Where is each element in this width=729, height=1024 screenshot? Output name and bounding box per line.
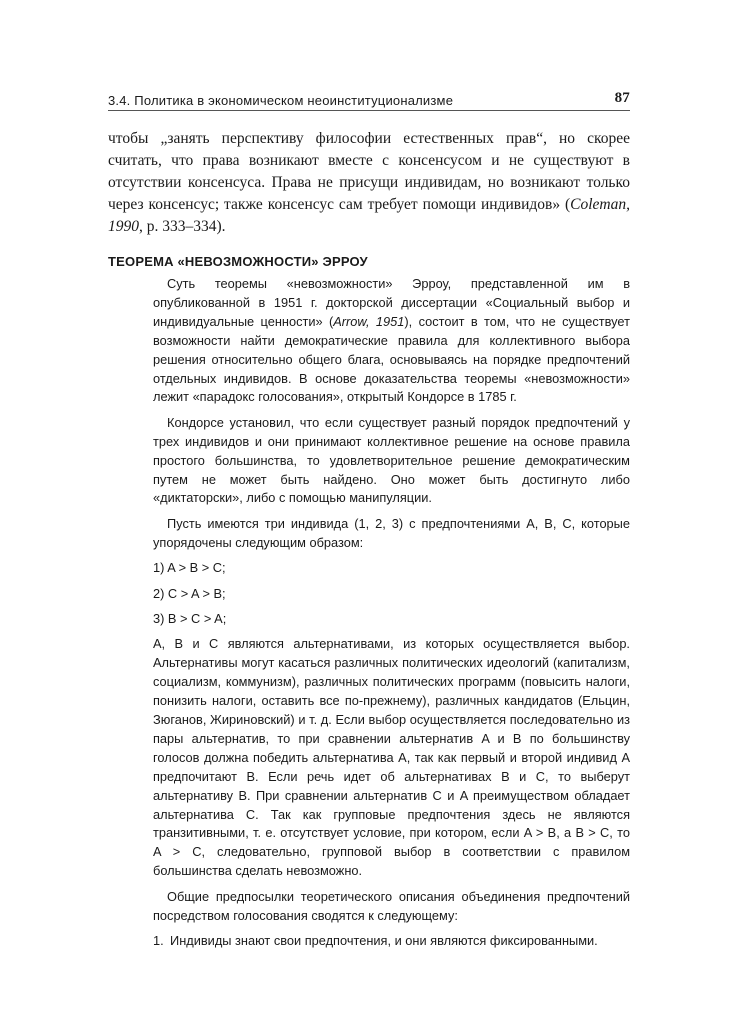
intro-quote-block xyxy=(108,128,630,238)
p1-citation: Arrow, 1951 xyxy=(333,313,405,329)
section-body xyxy=(153,275,630,951)
paragraph-1 xyxy=(153,275,630,407)
list-item-number: 1. xyxy=(153,933,164,948)
section-heading: ТЕОРЕМА «НЕВОЗМОЖНОСТИ» ЭРРОУ xyxy=(108,254,368,269)
numbered-list-item xyxy=(153,932,630,951)
preference-item-3: 3) B > C > A; xyxy=(153,611,227,626)
paragraph-3: Пусть имеются три индивида (1, 2, 3) с предпочтениями A, B, C, которые упорядочены следующим образом: xyxy=(153,515,630,550)
intro-text: чтобы „занять перспективу философии естественных прав“, но скорее считать, что права возникают вместе с консенсусом и не существуют в отсутствии консенсуса. Права не присущи индивидам, но возникают только через консенсус; также консенсус сам требует помощи индивидов» ( xyxy=(108,130,630,213)
preference-item-2: 2) C > A > B; xyxy=(153,585,226,601)
p1-text-b: ), состоит в том, что не существует возможности найти демократические правила для коллективного выбора решения относительно общего блага, основываясь на порядке предпочтений отдельных индивидов. В основе доказательства теоремы «невозможности» лежит «парадокс голосования», открытый Кондорсе в 1785 г. xyxy=(153,313,630,405)
list-item-text: Индивиды знают свои предпочтения, и они являются фиксированными. xyxy=(170,933,598,948)
paragraph-4: A, B и C являются альтернативами, из которых осуществляется выбор. Альтернативы могут касаться различных политических идеологий (капитализм, социализм, коммунизм), различных политических программ (повысить налоги, понизить налоги, оставить все по-прежнему), различных кандидатов (Ельцин, Зюганов, Жириновский) и т. д. Если выбор осуществляется последовательно из пары альтернатив, то при сравнении альтернатив A и B по большинству голосов должна победить альтернатива A, так как первый и второй индивид A предпочитают B. Если речь идет об альтернативах B и C, то выберут альтернативу B. При сравнении альтернатив C и A преимуществом обладает альтернатива C. Так как групповые предпочтения здесь не являются транзитивными, т. е. отсутствует условие, при котором, если A > B, а B > C, то A > C, следовательно, групповой выбор в соответствии с правилом большинства сделать невозможно. xyxy=(153,636,630,879)
p1-text-a: Суть теоремы «невозможности» Эрроу, представленной им в опубликованной в 1951 г. докторской диссертации «Социальный выбор и индивидуальные ценности» ( xyxy=(153,276,630,329)
intro-citation-pages: , p. 333–334). xyxy=(139,218,226,235)
intro-paragraph xyxy=(108,128,630,238)
paragraph-2: Кондорсе установил, что если существует разный порядок предпочтений у трех индивидов и они принимают коллективное решение на основе правила простого большинства, то удовлетворительное решение демократическим путем не может быть найдено. Оно может быть достигнуто либо «диктаторски», либо с помощью манипуляции. xyxy=(153,414,630,506)
running-header xyxy=(108,88,630,111)
intro-citation-author: Coleman, 1990 xyxy=(108,196,630,235)
preference-item-1: 1) A > B > C; xyxy=(153,560,226,576)
paragraph-5: Общие предпосылки теоретического описания объединения предпочтений посредством голосования сводятся к следующему: xyxy=(153,888,630,923)
page-number: 87 xyxy=(614,90,630,106)
chapter-title: 3.4. Политика в экономическом неоинституционализме xyxy=(108,93,454,108)
